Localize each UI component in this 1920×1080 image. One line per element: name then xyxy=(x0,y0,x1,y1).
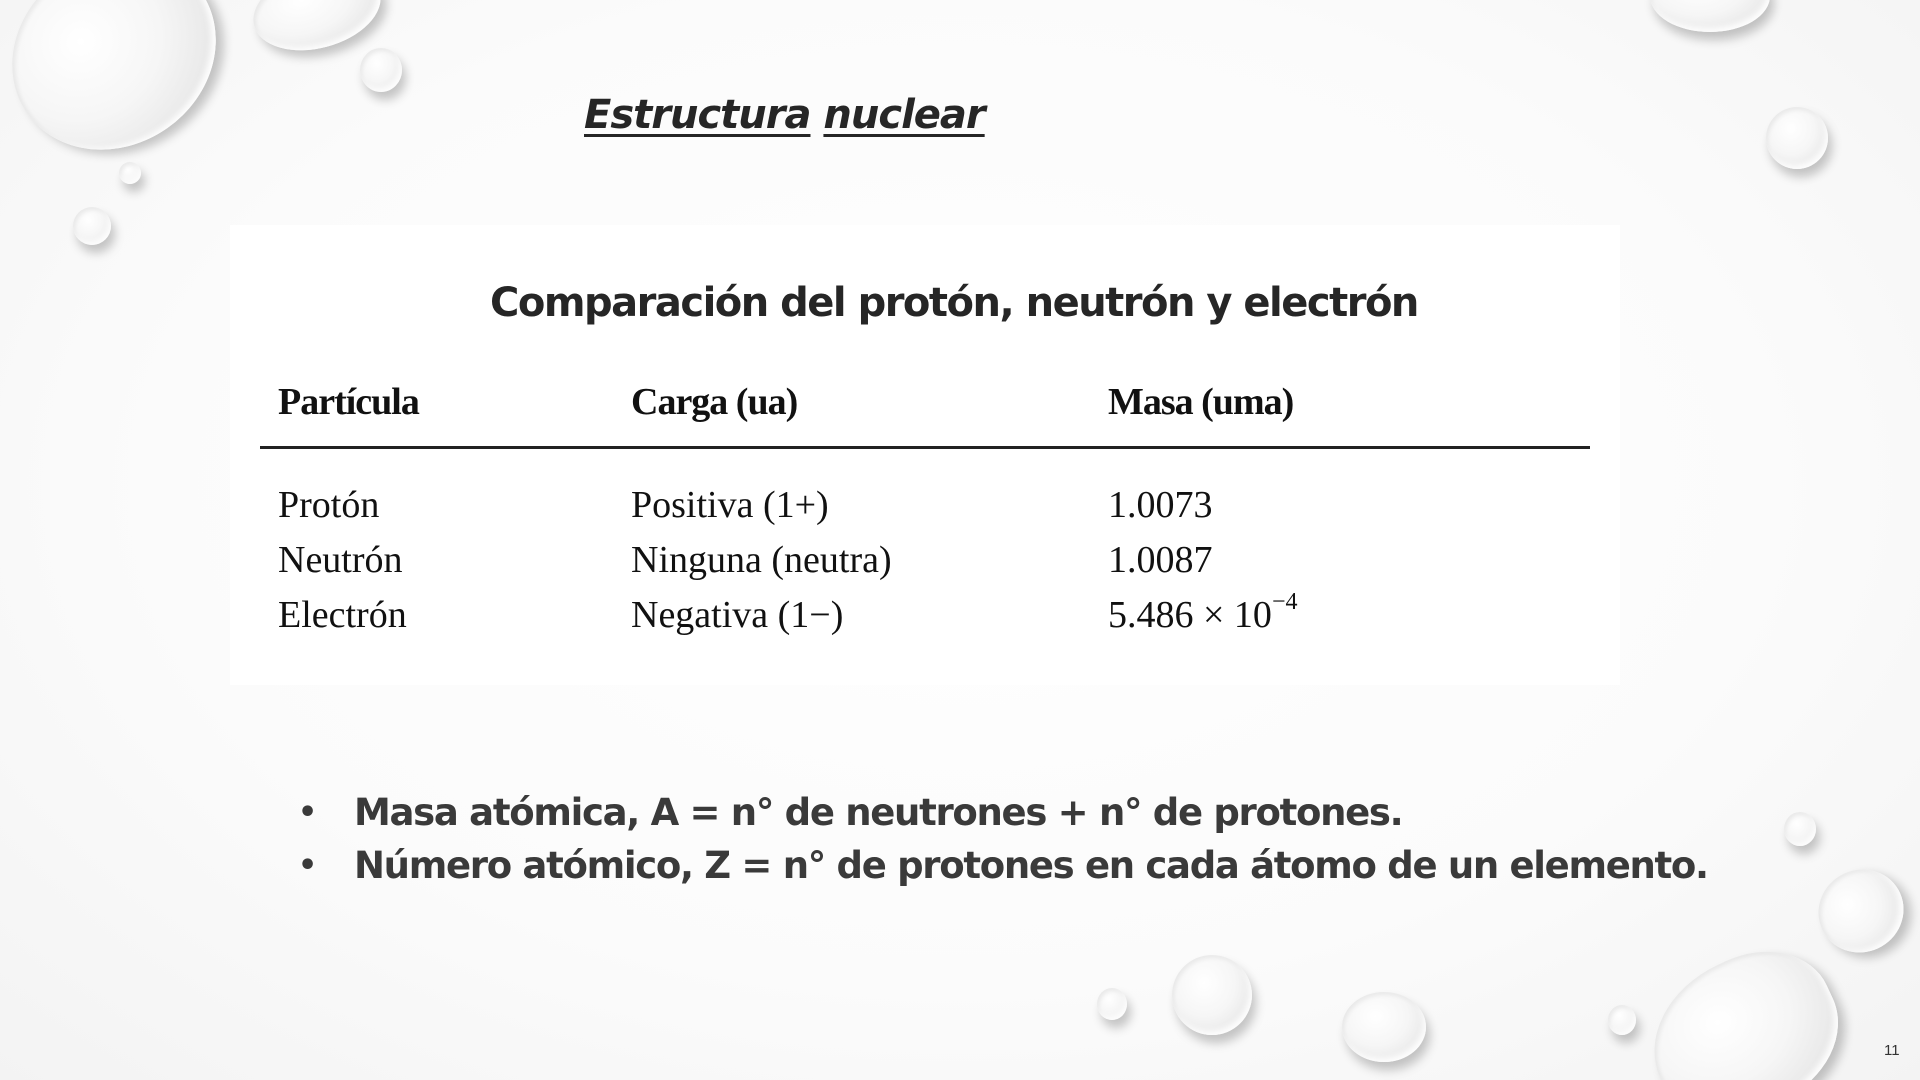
cell-charge: Negativa (1−) xyxy=(631,593,844,636)
definitions-list xyxy=(298,786,1708,892)
water-drop-icon xyxy=(1097,988,1127,1020)
particle-table xyxy=(260,380,1590,642)
title-word-estructura: Estructura xyxy=(584,92,811,138)
water-drop-icon xyxy=(1608,1005,1636,1035)
column-header-charge: Carga (ua) xyxy=(631,381,798,423)
mass-exponent: −4 xyxy=(1271,588,1298,615)
slide-number: 11 xyxy=(1884,1042,1900,1059)
bullet-icon: • xyxy=(298,795,316,830)
slide-title xyxy=(584,92,985,138)
list-item-atomic-mass xyxy=(298,786,1708,839)
water-drop-icon xyxy=(1172,955,1252,1035)
water-drop-icon xyxy=(1784,812,1816,846)
water-drop-icon xyxy=(119,162,141,184)
water-drop-icon xyxy=(1803,854,1918,968)
cell-mass: 1.0073 xyxy=(1108,483,1213,526)
water-drop-icon xyxy=(73,207,111,245)
bullet-text: Masa atómica, A = n° de neutrones + n° de protones. xyxy=(354,791,1403,834)
water-drop-icon xyxy=(1627,927,1863,1080)
bullet-text: Número atómico, Z = n° de protones en cada átomo de un elemento. xyxy=(354,844,1708,887)
table-row-neutron xyxy=(260,532,1590,587)
table-row-electron xyxy=(260,587,1590,642)
water-drop-icon xyxy=(360,48,402,92)
cell-charge: Positiva (1+) xyxy=(631,483,829,526)
water-drop-icon xyxy=(1766,107,1828,169)
column-header-particle: Partícula xyxy=(278,381,419,423)
mass-mantissa: 5.486 × 10 xyxy=(1108,593,1272,636)
bullet-icon: • xyxy=(298,848,316,883)
particle-comparison-figure xyxy=(230,225,1620,685)
table-row-proton xyxy=(260,477,1590,532)
cell-charge: Ninguna (neutra) xyxy=(631,538,892,581)
column-header-mass: Masa (uma) xyxy=(1108,381,1294,423)
list-item-atomic-number xyxy=(298,839,1708,892)
cell-mass xyxy=(1108,588,1590,637)
title-word-nuclear: nuclear xyxy=(823,92,985,138)
table-heading: Comparación del protón, neutrón y electrón xyxy=(490,280,1418,326)
water-drop-icon xyxy=(1650,0,1770,32)
water-drop-icon xyxy=(1342,992,1426,1062)
table-header-row xyxy=(260,380,1590,449)
cell-particle: Electrón xyxy=(278,593,407,636)
cell-mass: 1.0087 xyxy=(1108,538,1213,581)
cell-particle: Neutrón xyxy=(278,538,403,581)
cell-particle: Protón xyxy=(278,483,380,526)
water-drop-icon xyxy=(0,0,254,189)
